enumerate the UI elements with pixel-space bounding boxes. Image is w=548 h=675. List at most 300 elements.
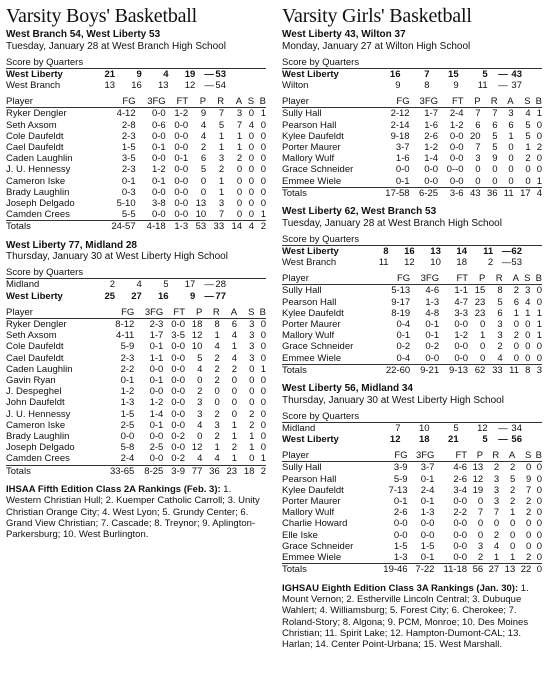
player-name: Sully Hall bbox=[282, 108, 322, 120]
stat-cell: 0 bbox=[260, 186, 266, 198]
stat-cell: 0 bbox=[525, 540, 532, 552]
stat-cell: 1-6 bbox=[424, 119, 439, 131]
stat-cell: 0 bbox=[536, 473, 542, 485]
column-header: 3FG bbox=[134, 307, 163, 319]
quarters-header-row bbox=[282, 234, 542, 246]
quarters-dash: — bbox=[501, 257, 512, 269]
stat-cell: 0 bbox=[260, 397, 266, 409]
table-row bbox=[6, 409, 266, 420]
stat-cell: 2-5 bbox=[120, 419, 135, 431]
stat-cell: 2 bbox=[249, 419, 255, 431]
stat-cell: 2 bbox=[236, 153, 243, 165]
stat-cell: 4 bbox=[497, 352, 503, 364]
stat-cell: 7 bbox=[218, 209, 225, 221]
column-header: R bbox=[485, 273, 502, 285]
totals-cell: 33 bbox=[485, 364, 502, 376]
stat-cell: 0 bbox=[536, 529, 542, 541]
quarter-score: 10 bbox=[418, 422, 430, 434]
stat-cell: 0-0 bbox=[171, 419, 186, 431]
quarters-table bbox=[282, 57, 542, 92]
quarters-total: 43 bbox=[511, 68, 522, 80]
stat-cell: 1 bbox=[536, 319, 542, 331]
quarters-label: Score by Quarters bbox=[6, 57, 266, 69]
table-row bbox=[6, 209, 266, 221]
quarters-total: 77 bbox=[215, 290, 226, 302]
quarters-team: Midland bbox=[6, 279, 40, 291]
quarters-dash: — bbox=[204, 68, 214, 80]
box-score-header bbox=[282, 450, 542, 462]
stat-cell: 0-0 bbox=[151, 153, 166, 165]
player-name: Grace Schneider bbox=[282, 164, 354, 176]
stat-cell: 0-1 bbox=[149, 375, 164, 387]
player-name: Charlie Howard bbox=[282, 518, 348, 530]
stat-cell: 8-12 bbox=[115, 319, 135, 331]
stat-cell: 4 bbox=[197, 419, 203, 431]
stat-cell: 2 bbox=[513, 285, 519, 297]
quarters-label: Score by Quarters bbox=[282, 234, 542, 246]
stat-cell: 0 bbox=[513, 319, 519, 331]
stat-cell: 2-5 bbox=[149, 442, 164, 454]
quarters-table bbox=[282, 234, 542, 269]
column-header: B bbox=[531, 96, 542, 108]
quarters-header-row bbox=[282, 411, 542, 423]
table-row bbox=[282, 153, 542, 164]
stat-cell: 0-0 bbox=[174, 142, 189, 154]
stat-cell: 0-0 bbox=[393, 518, 408, 530]
girls-ranking-text: 1. Mount Vernon; 2. Estherville Lincoln Central; 3. Dubuque Wahlert; 4. Williamsburg; 5. Forest City; 6. Cherokee; 7. Roland-Story; 8. Algona; 9. PCM, Monroe; 10. Des Moines Christian; 11. Spirit Lake; 12. Hampton-Dumont-CAL; 13. Harlan; 14. Center Point-Urbana; 15. West Marshall. bbox=[282, 582, 529, 651]
stat-cell: 2 bbox=[477, 552, 484, 564]
quarter-score: 25 bbox=[104, 290, 116, 302]
stat-cell: 1 bbox=[218, 130, 225, 142]
column-header: R bbox=[483, 450, 499, 462]
stat-cell: 0 bbox=[525, 330, 531, 342]
stat-cell: 0 bbox=[197, 431, 203, 443]
stat-cell: 4-11 bbox=[116, 330, 135, 342]
stat-cell: 0-0 bbox=[174, 175, 189, 187]
totals-cell: 77 bbox=[185, 465, 202, 477]
stat-cell: 0 bbox=[260, 375, 266, 387]
stat-cell: 0-1 bbox=[149, 341, 164, 353]
quarters-team: West Liberty bbox=[6, 68, 63, 80]
stat-cell: 4-12 bbox=[116, 108, 136, 120]
totals-row bbox=[282, 187, 542, 199]
table-row bbox=[282, 176, 542, 188]
quarters-team: West Liberty bbox=[282, 245, 339, 257]
player-name: Emmee Wiele bbox=[282, 175, 342, 187]
stat-cell: 0-0 bbox=[151, 108, 166, 120]
stat-cell: 0 bbox=[249, 386, 255, 398]
game-subtitle: Tuesday, January 28 at West Branch High School bbox=[282, 217, 502, 229]
stat-cell: 2 bbox=[493, 529, 500, 541]
totals-cell: 13 bbox=[499, 564, 515, 576]
stat-cell: 0-1 bbox=[151, 175, 166, 187]
stat-cell: 0 bbox=[492, 164, 498, 176]
quarters-header-row bbox=[6, 57, 266, 69]
quarter-score: 21 bbox=[104, 68, 116, 80]
stat-cell: 6 bbox=[508, 119, 514, 131]
quarter-score: 10 bbox=[430, 257, 441, 269]
stat-cell: 1-2 bbox=[424, 142, 439, 154]
player-name: Ryker Dengler bbox=[6, 108, 67, 120]
stat-cell: 2-8 bbox=[121, 119, 136, 131]
table-row bbox=[6, 153, 266, 164]
stat-cell: 1 bbox=[218, 175, 225, 187]
totals-label: Totals bbox=[6, 465, 98, 477]
quarters-team: West Liberty bbox=[282, 434, 339, 446]
stat-cell: 23 bbox=[474, 296, 486, 308]
stat-cell: 1 bbox=[214, 442, 220, 454]
player-name: Cole Daufeldt bbox=[6, 341, 64, 353]
stat-cell: 0-3 bbox=[121, 186, 136, 198]
column-header: P bbox=[467, 450, 483, 462]
quarter-score: 9 bbox=[395, 80, 401, 91]
player-name: Porter Maurer bbox=[282, 319, 341, 331]
quarters-dash: — bbox=[204, 279, 214, 291]
quarter-score: 5 bbox=[163, 279, 169, 291]
stat-cell: 1 bbox=[536, 175, 542, 187]
game-block bbox=[282, 206, 542, 376]
stat-cell: 1 bbox=[509, 552, 516, 564]
stat-cell: 2-4 bbox=[449, 108, 464, 120]
stat-cell: 0 bbox=[508, 142, 514, 154]
totals-cell: 9-13 bbox=[439, 364, 468, 376]
stat-cell: 2-14 bbox=[390, 119, 410, 131]
quarter-score: 16 bbox=[158, 290, 169, 302]
stat-cell: 0 bbox=[231, 386, 238, 398]
column-header: A bbox=[499, 450, 515, 462]
stat-cell: 5 bbox=[492, 130, 498, 142]
stat-cell: 2 bbox=[525, 496, 532, 508]
stat-cell: 0 bbox=[249, 363, 255, 375]
player-name: John Daufeldt bbox=[6, 397, 65, 409]
stat-cell: 12 bbox=[191, 442, 203, 454]
column-header: A bbox=[220, 307, 237, 319]
stat-cell: 1 bbox=[536, 307, 542, 319]
totals-cell: 33 bbox=[206, 221, 224, 233]
stat-cell: 0 bbox=[525, 341, 531, 353]
stat-cell: 4-6 bbox=[453, 462, 468, 474]
stat-cell: 0 bbox=[260, 442, 266, 454]
stat-cell: 0-1 bbox=[395, 175, 410, 187]
quarters-total: 34 bbox=[511, 422, 522, 434]
column-header: R bbox=[202, 307, 219, 319]
stat-cell: 0-4 bbox=[396, 319, 411, 331]
stat-cell: 13 bbox=[195, 198, 207, 210]
stat-cell: 3 bbox=[249, 341, 255, 353]
stat-cell: 0 bbox=[480, 352, 486, 364]
quarters-header-row bbox=[282, 57, 542, 69]
table-row bbox=[282, 341, 542, 352]
column-header: P bbox=[468, 273, 485, 285]
totals-cell: 9-21 bbox=[410, 364, 439, 376]
player-name: Brady Laughlin bbox=[6, 186, 70, 198]
quarters-team: West Liberty bbox=[282, 68, 339, 80]
stat-cell: 0-0 bbox=[453, 540, 468, 552]
quarter-score: 5 bbox=[453, 422, 459, 434]
totals-cell: 1-3 bbox=[166, 221, 188, 233]
column-header: Player bbox=[282, 450, 374, 462]
stat-cell: 0 bbox=[260, 330, 266, 342]
quarter-score: 7 bbox=[395, 422, 401, 434]
player-name: Emmee Wiele bbox=[282, 352, 342, 364]
quarter-score: 18 bbox=[456, 257, 467, 269]
stat-cell: 0 bbox=[536, 285, 542, 297]
player-name: Joseph Delgado bbox=[6, 198, 75, 210]
stat-cell: 1 bbox=[536, 108, 542, 120]
stat-cell: 0 bbox=[249, 375, 255, 387]
stat-cell: 1-1 bbox=[149, 352, 164, 364]
stat-cell: 15 bbox=[474, 285, 486, 297]
column-header: FT bbox=[166, 96, 188, 108]
table-row bbox=[282, 353, 542, 365]
quarters-header-row bbox=[6, 267, 266, 279]
girls-ranking-title: IGHSAU Eighth Edition Class 3A Rankings (Jan. 30): bbox=[282, 582, 519, 594]
stat-cell: 7 bbox=[493, 507, 500, 519]
quarter-score: 21 bbox=[448, 434, 459, 446]
stat-cell: 3 bbox=[214, 419, 220, 431]
table-row bbox=[6, 319, 266, 331]
stat-cell: 0-0 bbox=[174, 209, 189, 221]
stat-cell: 3-4 bbox=[453, 484, 468, 496]
totals-cell: 23 bbox=[220, 465, 237, 477]
stat-cell: 5 bbox=[492, 142, 498, 154]
stat-cell: 0-2 bbox=[396, 341, 411, 353]
column-header: Player bbox=[6, 307, 98, 319]
stat-cell: 3 bbox=[197, 408, 203, 420]
stat-cell: 3 bbox=[525, 285, 531, 297]
column-header: B bbox=[254, 307, 266, 319]
stat-cell: 7 bbox=[492, 108, 498, 120]
stat-cell: 5 bbox=[497, 296, 503, 308]
stat-cell: 1 bbox=[231, 419, 238, 431]
table-row bbox=[6, 198, 266, 209]
stat-cell: 1-7 bbox=[149, 330, 164, 342]
stat-cell: 3-9 bbox=[393, 462, 408, 474]
game-title: West Liberty 77, Midland 28 bbox=[6, 239, 137, 251]
stat-cell: 3-7 bbox=[395, 142, 410, 154]
player-name: Kylee Daufeldt bbox=[282, 484, 344, 496]
totals-cell: 8-25 bbox=[134, 465, 163, 477]
stat-cell: 2 bbox=[525, 153, 531, 165]
stat-cell: 3 bbox=[249, 330, 255, 342]
column-header: 3FG bbox=[408, 450, 435, 462]
stat-cell: 3 bbox=[497, 319, 503, 331]
stat-cell: 3-8 bbox=[151, 198, 166, 210]
quarters-row bbox=[282, 257, 542, 268]
stat-cell: 2-4 bbox=[120, 453, 135, 465]
stat-cell: 1-1 bbox=[454, 285, 469, 297]
table-row bbox=[282, 530, 542, 541]
table-row bbox=[282, 552, 542, 564]
totals-cell: 0 bbox=[531, 564, 542, 576]
stat-cell: 0 bbox=[536, 507, 542, 519]
game-title: West Liberty 56, Midland 34 bbox=[282, 383, 413, 395]
stat-cell: 3-5 bbox=[171, 330, 186, 342]
quarter-score: 13 bbox=[104, 80, 116, 91]
player-name: Sully Hall bbox=[282, 462, 322, 474]
stat-cell: 0 bbox=[475, 175, 481, 187]
quarters-total: 54 bbox=[215, 80, 226, 91]
stat-cell: 9 bbox=[200, 108, 207, 120]
quarters-dash: — bbox=[204, 80, 214, 91]
quarter-score: 16 bbox=[131, 80, 142, 91]
stat-cell: 1 bbox=[525, 307, 531, 319]
stat-cell: 0 bbox=[536, 153, 542, 165]
player-name: Pearson Hall bbox=[282, 473, 337, 485]
stat-cell: 1 bbox=[509, 507, 516, 519]
quarters-team: West Liberty bbox=[6, 290, 63, 302]
stat-cell: 0-1 bbox=[149, 419, 164, 431]
stat-cell: 2 bbox=[509, 496, 516, 508]
stat-cell: 1-4 bbox=[149, 408, 164, 420]
box-score-table bbox=[6, 307, 266, 477]
stat-cell: 0-1 bbox=[420, 473, 435, 485]
totals-cell: 22 bbox=[515, 564, 531, 576]
stat-cell: 2-3 bbox=[121, 164, 136, 176]
stat-cell: 0-0 bbox=[149, 386, 164, 398]
stat-cell: 4 bbox=[525, 296, 531, 308]
totals-cell: 24-57 bbox=[98, 221, 136, 233]
column-header: B bbox=[254, 96, 266, 108]
stat-cell: 0 bbox=[513, 341, 519, 353]
totals-label: Totals bbox=[6, 221, 98, 233]
stat-cell: 1-2 bbox=[449, 119, 464, 131]
quarter-score: 9 bbox=[190, 290, 196, 302]
player-name: Porter Maurer bbox=[282, 496, 341, 508]
stat-cell: 0-0 bbox=[424, 164, 439, 176]
stat-cell: 4-6 bbox=[425, 285, 440, 297]
stat-cell: 0 bbox=[231, 397, 238, 409]
stat-cell: 9-18 bbox=[390, 130, 410, 142]
column-header: Player bbox=[282, 273, 374, 285]
table-row bbox=[282, 474, 542, 485]
quarter-score: 13 bbox=[158, 80, 169, 91]
quarter-score: 8 bbox=[424, 80, 430, 91]
stat-cell: 23 bbox=[474, 307, 486, 319]
totals-cell: 43 bbox=[464, 187, 481, 199]
stat-cell: 9-17 bbox=[391, 296, 411, 308]
stat-cell: 2 bbox=[231, 363, 238, 375]
stat-cell: 2-6 bbox=[393, 507, 408, 519]
quarters-label: Score by Quarters bbox=[6, 267, 266, 279]
game-title: West Liberty 62, West Branch 53 bbox=[282, 206, 437, 218]
box-score-table bbox=[282, 96, 542, 199]
stat-cell: 2 bbox=[218, 164, 225, 176]
totals-cell: 11 bbox=[503, 364, 519, 376]
stat-cell: 2 bbox=[249, 408, 255, 420]
stat-cell: 1-3 bbox=[120, 397, 135, 409]
stat-cell: 5-9 bbox=[120, 341, 135, 353]
table-row bbox=[6, 375, 266, 386]
quarter-score: 11 bbox=[483, 245, 494, 257]
quarters-total: 37 bbox=[511, 80, 522, 91]
totals-cell: 8 bbox=[519, 364, 530, 376]
stat-cell: 2 bbox=[214, 352, 220, 364]
stat-cell: 7 bbox=[475, 142, 481, 154]
stat-cell: 1-2 bbox=[151, 164, 166, 176]
column-header: FG bbox=[98, 307, 134, 319]
player-name: Mallory Wulf bbox=[282, 507, 335, 519]
quarters-total: 53 bbox=[215, 68, 226, 80]
stat-cell: 13 bbox=[472, 462, 484, 474]
stat-cell: 0 bbox=[248, 175, 255, 187]
stat-cell: 0 bbox=[525, 518, 532, 530]
stat-cell: 0 bbox=[536, 341, 542, 353]
totals-cell: 22-60 bbox=[374, 364, 410, 376]
totals-cell: 36 bbox=[202, 465, 219, 477]
table-row bbox=[6, 453, 266, 465]
stat-cell: 0-0 bbox=[171, 408, 186, 420]
stat-cell: 4 bbox=[197, 363, 203, 375]
stat-cell: 3 bbox=[249, 352, 255, 364]
stat-cell: 0-0 bbox=[171, 319, 186, 331]
quarters-row bbox=[282, 245, 542, 257]
quarter-score: 14 bbox=[456, 245, 467, 257]
stat-cell: 1-5 bbox=[393, 540, 408, 552]
stat-cell: 1 bbox=[218, 186, 225, 198]
stat-cell: 1 bbox=[480, 330, 486, 342]
stat-cell: 0-0 bbox=[454, 319, 469, 331]
stat-cell: 0-0 bbox=[171, 442, 186, 454]
stat-cell: 2 bbox=[493, 462, 500, 474]
stat-cell: 0-0 bbox=[420, 529, 435, 541]
quarter-score: 11 bbox=[477, 80, 488, 91]
quarters-row bbox=[6, 279, 266, 291]
quarters-dash: — bbox=[501, 245, 512, 257]
stat-cell: 20 bbox=[470, 130, 481, 142]
stat-cell: 2 bbox=[525, 507, 532, 519]
player-name: Mallory Wulf bbox=[282, 153, 335, 165]
totals-cell: 3 bbox=[530, 364, 542, 376]
player-name: Seth Axsom bbox=[6, 330, 57, 342]
box-score-header bbox=[282, 96, 542, 108]
stat-cell: 4 bbox=[231, 352, 238, 364]
stat-cell: 0 bbox=[248, 198, 255, 210]
column-header: S bbox=[514, 96, 531, 108]
box-score-header bbox=[6, 307, 266, 319]
stat-cell: 3 bbox=[493, 484, 500, 496]
column-header: FT bbox=[438, 96, 464, 108]
player-name: J. Despeghel bbox=[6, 386, 62, 398]
stat-cell: 0-1 bbox=[425, 330, 440, 342]
column-header: FG bbox=[98, 96, 136, 108]
stat-cell: 0 bbox=[260, 153, 266, 165]
stat-cell: 0 bbox=[260, 130, 266, 142]
quarters-row bbox=[6, 68, 266, 80]
totals-cell: 11-18 bbox=[434, 564, 467, 576]
column-header: S bbox=[515, 450, 531, 462]
totals-cell: 3-6 bbox=[438, 187, 464, 199]
stat-cell: 4 bbox=[248, 119, 255, 131]
column-header: 3FG bbox=[410, 273, 439, 285]
stat-cell: 3 bbox=[218, 198, 225, 210]
stat-cell: 0-0 bbox=[449, 175, 464, 187]
stat-cell: 0 bbox=[477, 529, 484, 541]
stat-cell: 6 bbox=[497, 307, 503, 319]
table-row bbox=[6, 108, 266, 120]
stat-cell: 0 bbox=[536, 352, 542, 364]
stat-cell: 0 bbox=[260, 408, 266, 420]
girls-games bbox=[282, 29, 542, 576]
player-name: Cael Daufeldt bbox=[6, 142, 64, 154]
totals-row bbox=[282, 364, 542, 376]
player-name: Camden Crees bbox=[6, 453, 70, 465]
stat-cell: 0-4 bbox=[396, 352, 411, 364]
stat-cell: 0 bbox=[536, 552, 542, 564]
stat-cell: 8 bbox=[497, 285, 503, 297]
stat-cell: 3-7 bbox=[420, 462, 435, 474]
quarters-total: 53 bbox=[511, 257, 522, 269]
